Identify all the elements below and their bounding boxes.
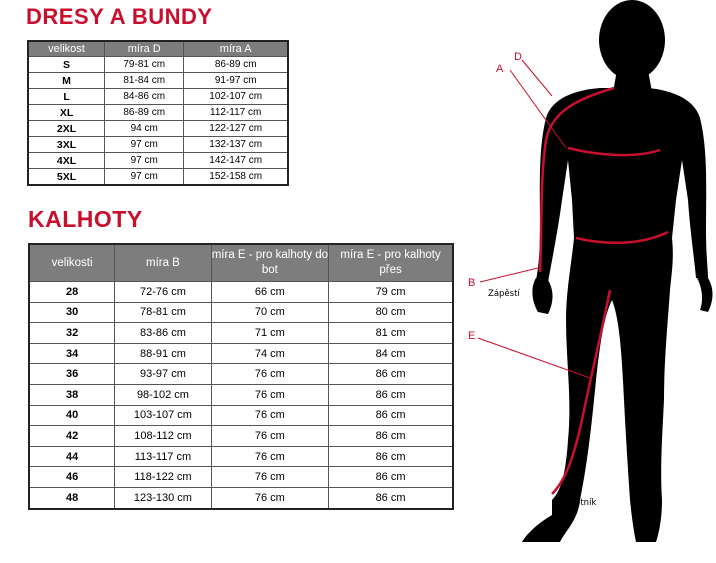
measure-cell: 94 cm <box>105 121 184 137</box>
measure-cell: 72-76 cm <box>115 282 211 303</box>
measure-cell: 76 cm <box>211 426 328 447</box>
size-cell: 30 <box>29 302 115 323</box>
measure-cell: 78-81 cm <box>115 302 211 323</box>
size-cell: M <box>28 73 105 89</box>
size-cell: 38 <box>29 384 115 405</box>
size-cell: 42 <box>29 426 115 447</box>
column-header: míra E - pro kalhoty do bot <box>211 244 328 282</box>
measure-cell: 81-84 cm <box>105 73 184 89</box>
marker-d: D <box>514 51 522 63</box>
jerseys-size-table <box>27 40 289 186</box>
measure-cell: 113-117 cm <box>115 446 211 467</box>
measure-cell: 98-102 cm <box>115 384 211 405</box>
table-row <box>29 343 453 364</box>
table-row <box>29 364 453 385</box>
size-cell: 48 <box>29 487 115 508</box>
measure-cell: 70 cm <box>211 302 328 323</box>
pants-title: KALHOTY <box>28 206 143 232</box>
measure-cell: 74 cm <box>211 343 328 364</box>
measure-cell: 132-137 cm <box>184 137 288 153</box>
measure-cell: 81 cm <box>329 323 453 344</box>
ankle-label: Kotník <box>570 498 597 508</box>
measure-cell: 152-158 cm <box>184 169 288 186</box>
measure-cell: 118-122 cm <box>115 467 211 488</box>
pants-size-table <box>28 243 454 510</box>
table-row <box>29 323 453 344</box>
measure-cell: 76 cm <box>211 405 328 426</box>
header-row <box>29 244 453 282</box>
table-row <box>29 446 453 467</box>
measure-cell: 84 cm <box>329 343 453 364</box>
measure-cell: 91-97 cm <box>184 73 288 89</box>
measure-cell: 88-91 cm <box>115 343 211 364</box>
measure-cell: 84-86 cm <box>105 89 184 105</box>
size-cell: S <box>28 57 105 73</box>
table-row <box>28 89 288 105</box>
size-cell: 5XL <box>28 169 105 186</box>
table-row <box>29 384 453 405</box>
size-cell: 36 <box>29 364 115 385</box>
body-silhouette <box>522 0 713 542</box>
measure-cell: 83-86 cm <box>115 323 211 344</box>
size-cell: 2XL <box>28 121 105 137</box>
table-row <box>28 121 288 137</box>
table-row <box>28 137 288 153</box>
measure-cell: 86 cm <box>329 426 453 447</box>
column-header: míra A <box>184 41 288 57</box>
measure-cell: 93-97 cm <box>115 364 211 385</box>
measure-cell: 86-89 cm <box>105 105 184 121</box>
column-header: velikosti <box>29 244 115 282</box>
measure-cell: 76 cm <box>211 364 328 385</box>
marker-b: B <box>468 277 476 289</box>
size-cell: 34 <box>29 343 115 364</box>
measure-cell: 86 cm <box>329 467 453 488</box>
measure-cell: 86 cm <box>329 487 453 508</box>
column-header: míra E - pro kalhoty přes <box>329 244 453 282</box>
measure-cell: 108-112 cm <box>115 426 211 447</box>
table-row <box>29 282 453 303</box>
measure-cell: 79 cm <box>329 282 453 303</box>
table-row <box>29 426 453 447</box>
table-row <box>29 302 453 323</box>
table-row <box>29 405 453 426</box>
measure-cell: 80 cm <box>329 302 453 323</box>
marker-a: A <box>496 63 504 75</box>
measure-cell: 86-89 cm <box>184 57 288 73</box>
measure-cell: 102-107 cm <box>184 89 288 105</box>
table-row <box>28 57 288 73</box>
measure-cell: 79-81 cm <box>105 57 184 73</box>
measure-cell: 123-130 cm <box>115 487 211 508</box>
measure-cell: 86 cm <box>329 446 453 467</box>
measure-cell: 76 cm <box>211 487 328 508</box>
measure-cell: 86 cm <box>329 384 453 405</box>
measure-cell: 76 cm <box>211 384 328 405</box>
measure-cell: 97 cm <box>105 137 184 153</box>
table-row <box>29 487 453 508</box>
table-row <box>28 153 288 169</box>
size-cell: 46 <box>29 467 115 488</box>
measure-cell: 71 cm <box>211 323 328 344</box>
size-cell: 40 <box>29 405 115 426</box>
table-row <box>29 467 453 488</box>
size-cell: 32 <box>29 323 115 344</box>
measure-cell: 76 cm <box>211 446 328 467</box>
measure-cell: 86 cm <box>329 405 453 426</box>
marker-e: E <box>468 330 476 342</box>
measure-cell: 112-117 cm <box>184 105 288 121</box>
size-cell: L <box>28 89 105 105</box>
measure-cell: 103-107 cm <box>115 405 211 426</box>
table-row <box>28 73 288 89</box>
measure-cell: 76 cm <box>211 467 328 488</box>
table-row <box>28 169 288 186</box>
body-measurement-figure <box>440 0 716 563</box>
size-cell: 44 <box>29 446 115 467</box>
column-header: míra D <box>105 41 184 57</box>
measure-cell: 97 cm <box>105 153 184 169</box>
table-row <box>28 105 288 121</box>
measure-cell: 86 cm <box>329 364 453 385</box>
measure-cell: 142-147 cm <box>184 153 288 169</box>
size-cell: 28 <box>29 282 115 303</box>
measure-cell: 66 cm <box>211 282 328 303</box>
size-cell: XL <box>28 105 105 121</box>
size-cell: 4XL <box>28 153 105 169</box>
jerseys-title: DRESY A BUNDY <box>26 4 213 29</box>
header-row <box>28 41 288 57</box>
measure-cell: 97 cm <box>105 169 184 186</box>
column-header: velikost <box>28 41 105 57</box>
size-cell: 3XL <box>28 137 105 153</box>
column-header: míra B <box>115 244 211 282</box>
measure-cell: 122-127 cm <box>184 121 288 137</box>
wrist-label: Zápěstí <box>488 289 520 299</box>
